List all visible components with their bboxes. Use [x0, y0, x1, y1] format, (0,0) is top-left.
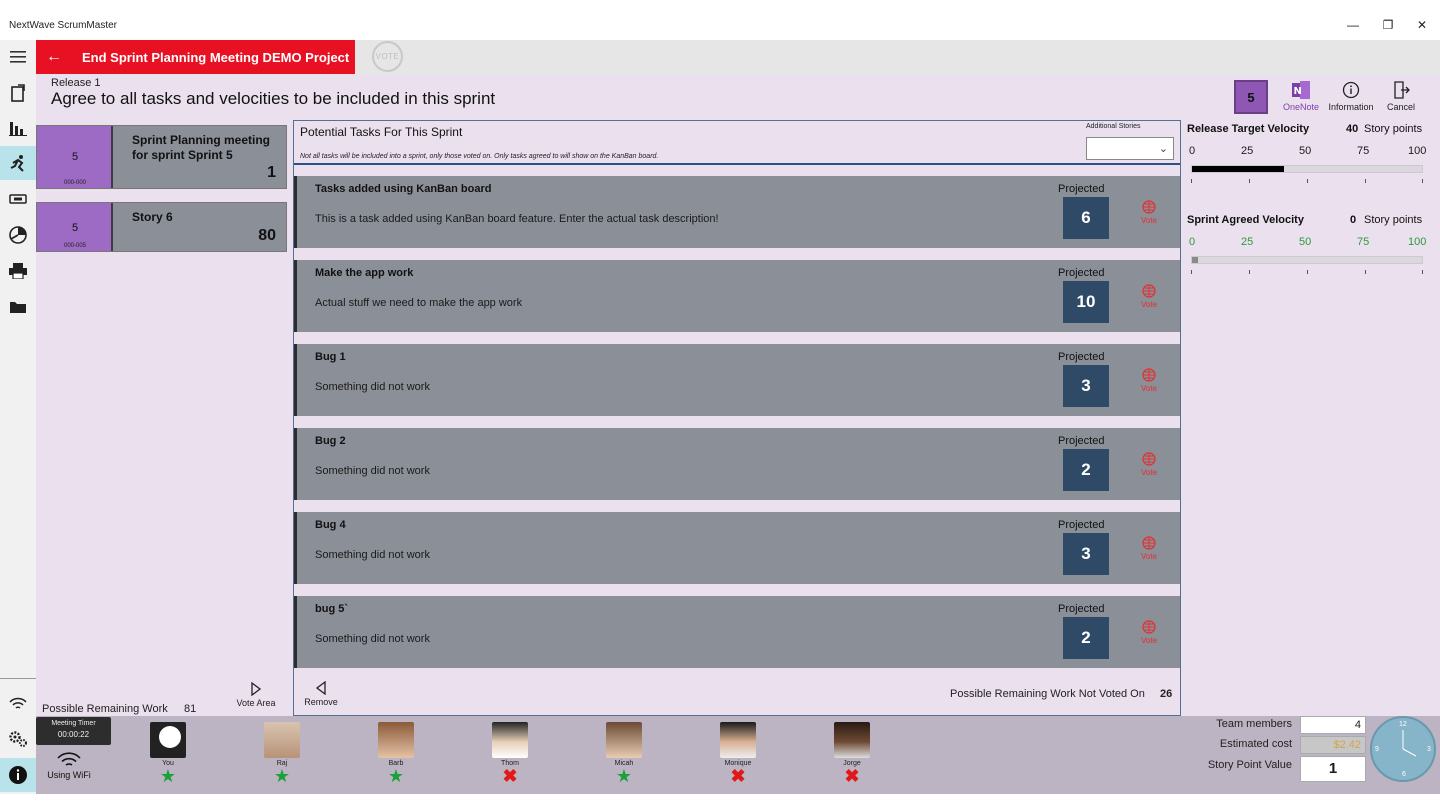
task-row[interactable]: [294, 260, 1180, 332]
remaining-work-value: 81: [184, 703, 197, 715]
projected-points[interactable]: 2: [1063, 449, 1109, 491]
story-point-value-label: Story Point Value: [1207, 759, 1292, 771]
page-title: Agree to all tasks and velocities to be included in this sprint: [51, 89, 496, 108]
command-bar: [36, 40, 1440, 75]
projected-label: Projected: [1058, 519, 1105, 531]
member-name: Jorge: [843, 760, 861, 767]
release-velocity-unit: Story points: [1364, 123, 1423, 135]
task-title: bug 5`: [315, 603, 348, 615]
team-members-label: Team members: [1216, 718, 1292, 730]
maximize-button[interactable]: ❐: [1382, 18, 1394, 32]
tick-label: 25: [1241, 145, 1254, 157]
task-description: Something did not work: [315, 549, 430, 561]
additional-stories-dropdown[interactable]: [1086, 137, 1174, 160]
vote-label: Vote: [1140, 636, 1157, 645]
release-velocity-fill: [1192, 166, 1284, 172]
avatar: [264, 722, 300, 758]
member-name: Micah: [614, 760, 634, 767]
vote-button[interactable]: [1138, 452, 1160, 477]
tasks-panel: [293, 120, 1181, 716]
remaining-work-label: Possible Remaining Work: [42, 703, 168, 715]
app-title: NextWave ScrumMaster: [9, 20, 117, 31]
vote-button[interactable]: [1138, 368, 1160, 393]
team-member[interactable]: [148, 722, 188, 785]
vote-globe-icon: [1142, 620, 1156, 634]
story-code: 000-005: [63, 243, 87, 249]
projected-points[interactable]: 3: [1063, 533, 1109, 575]
vote-label: Vote: [1140, 552, 1157, 561]
projected-label: Projected: [1058, 267, 1105, 279]
vote-cross-icon: ✖: [730, 766, 746, 786]
avatar: [150, 722, 186, 758]
team-member[interactable]: [832, 722, 872, 785]
menu-icon[interactable]: [0, 40, 36, 74]
projected-points[interactable]: 2: [1063, 617, 1109, 659]
pie-icon[interactable]: [0, 218, 36, 252]
story-side: [37, 126, 113, 188]
avatar: [606, 722, 642, 758]
member-name: Barb: [388, 760, 404, 767]
sprint-tickmarks: [1191, 270, 1423, 274]
sprint-velocity-unit: Story points: [1364, 214, 1423, 226]
story-points: 1: [267, 164, 276, 181]
story-point-value-input[interactable]: 1: [1300, 756, 1366, 782]
story-card[interactable]: [36, 125, 287, 189]
story-sprint-number: 5: [71, 222, 79, 234]
cancel-button[interactable]: [1376, 80, 1426, 112]
clock-number: 9: [1375, 746, 1379, 753]
settings-icon[interactable]: [0, 722, 36, 756]
story-title: Story 6: [132, 210, 173, 224]
vote-globe-icon: [1142, 200, 1156, 214]
count-badge[interactable]: 5: [1234, 80, 1268, 114]
vote-globe-icon: [1142, 284, 1156, 298]
estimated-cost-value: $2.42: [1300, 736, 1366, 754]
team-member[interactable]: [262, 722, 302, 785]
vote-button[interactable]: [1138, 536, 1160, 561]
projected-label: Projected: [1058, 351, 1105, 363]
not-voted-value: 26: [1160, 688, 1173, 700]
sprint-velocity-slider[interactable]: [1191, 256, 1423, 264]
member-name: Monique: [724, 760, 752, 767]
ticket-icon[interactable]: [0, 182, 36, 216]
team-bar: [36, 716, 1440, 794]
information-button[interactable]: [1326, 80, 1376, 112]
timer-value: 00:00:22: [57, 730, 90, 739]
wifi-icon: [57, 752, 81, 768]
tick-label: 50: [1299, 236, 1312, 248]
task-description: Something did not work: [315, 633, 430, 645]
vote-button[interactable]: [1138, 620, 1160, 645]
task-row[interactable]: [294, 176, 1180, 248]
projected-label: Projected: [1058, 435, 1105, 447]
story-points: 80: [258, 227, 276, 244]
onenote-icon: [1292, 80, 1310, 100]
play-left-icon: [315, 681, 327, 695]
title-bar: [0, 0, 1440, 40]
member-name: You: [162, 760, 174, 767]
vote-cross-icon: ✖: [502, 766, 518, 786]
remove-button[interactable]: [304, 681, 338, 707]
vote-area-button[interactable]: [234, 682, 278, 708]
story-sprint-number: 5: [71, 151, 79, 163]
tasks-header: [294, 121, 1180, 165]
sprint-velocity-thumb[interactable]: [1192, 257, 1198, 263]
tablet-icon[interactable]: [0, 76, 36, 110]
clock-number: 12: [1399, 721, 1407, 728]
wifi-icon[interactable]: [0, 687, 36, 721]
release-velocity-slider[interactable]: [1191, 165, 1423, 173]
nav-rail: [0, 40, 36, 794]
projected-label: Projected: [1058, 183, 1105, 195]
tasks-subtitle: Not all tasks will be included into a sprint, only those voted on. Only tasks agreed to will show on the KanBan board.: [300, 153, 659, 160]
tick-label: 50: [1299, 145, 1312, 157]
team-members-value: 4: [1300, 716, 1366, 734]
top-actions: [1234, 80, 1426, 114]
team-member[interactable]: [604, 722, 644, 785]
additional-stories-label: Additional Stories: [1086, 123, 1141, 130]
tick-label: 75: [1357, 145, 1370, 157]
wifi-status[interactable]: [44, 752, 94, 780]
close-button[interactable]: ✕: [1416, 18, 1428, 32]
team-member[interactable]: [490, 722, 530, 785]
clock-number: 6: [1402, 771, 1406, 778]
end-meeting-button[interactable]: [36, 40, 355, 74]
clock-number: 3: [1427, 746, 1431, 753]
play-right-icon: [250, 682, 262, 696]
tick-label: 75: [1357, 236, 1370, 248]
task-title: Make the app work: [315, 267, 414, 279]
vote-cross-icon: ✖: [844, 766, 860, 786]
sprint-velocity-value: 0: [1350, 214, 1357, 226]
tick-label: 25: [1241, 236, 1254, 248]
vote-globe-icon: [1142, 536, 1156, 550]
clock-icon: [1370, 716, 1436, 782]
avatar: [720, 722, 756, 758]
projected-label: Projected: [1058, 603, 1105, 615]
task-row[interactable]: [294, 596, 1180, 668]
story-code: 000-000: [63, 180, 87, 186]
main-panel: [36, 75, 1440, 716]
vote-label: Vote: [1140, 384, 1157, 393]
run-icon[interactable]: [0, 146, 36, 180]
clock-hands: [1372, 718, 1434, 780]
task-description: Something did not work: [315, 465, 430, 477]
task-title: Tasks added using KanBan board: [315, 183, 492, 195]
task-title: Bug 2: [315, 435, 346, 447]
release-velocity-title: Release Target Velocity: [1187, 123, 1310, 135]
projected-points[interactable]: 6: [1063, 197, 1109, 239]
task-title: Bug 1: [315, 351, 346, 363]
vote-globe-icon: [1142, 452, 1156, 466]
chevron-down-icon: ⌄: [1158, 143, 1168, 155]
member-name: Raj: [276, 760, 288, 767]
vote-button[interactable]: [1138, 200, 1160, 225]
projected-points[interactable]: 3: [1063, 365, 1109, 407]
wifi-label: Using WiFi: [47, 770, 91, 780]
exit-icon: [1392, 80, 1410, 100]
rail-divider: [0, 678, 36, 679]
task-description: This is a task added using KanBan board feature. Enter the actual task description!: [315, 213, 719, 225]
vote-stamp-icon: VOTE: [372, 41, 403, 72]
minimize-button[interactable]: —: [1347, 18, 1359, 32]
meeting-timer: [36, 717, 111, 745]
story-card[interactable]: [36, 202, 287, 252]
projected-points[interactable]: 10: [1063, 281, 1109, 323]
release-tickmarks: [1191, 179, 1423, 183]
info-icon[interactable]: [0, 758, 36, 792]
task-description: Something did not work: [315, 381, 430, 393]
team-member[interactable]: [718, 722, 758, 785]
release-label: Release 1: [51, 77, 101, 89]
tasks-title: Potential Tasks For This Sprint: [300, 125, 463, 139]
onenote-button[interactable]: [1276, 80, 1326, 112]
chart-icon[interactable]: [0, 111, 36, 145]
vote-star-icon: ★: [387, 766, 405, 786]
task-title: Bug 4: [315, 519, 346, 531]
print-icon[interactable]: [0, 254, 36, 288]
avatar: [492, 722, 528, 758]
avatar: [378, 722, 414, 758]
information-label: Information: [1328, 102, 1374, 112]
remove-label: Remove: [304, 697, 338, 707]
onenote-label: OneNote: [1282, 102, 1320, 112]
avatar: [834, 722, 870, 758]
tick-label: 0: [1189, 236, 1196, 248]
story-title: Sprint Planning meeting for sprint Sprint 5: [132, 133, 271, 162]
member-name: Thom: [501, 760, 519, 767]
folder-icon[interactable]: [0, 290, 36, 324]
vote-label: Vote: [1140, 468, 1157, 477]
end-meeting-label: End Sprint Planning Meeting DEMO Project: [82, 49, 350, 65]
sprint-velocity-title: Sprint Agreed Velocity: [1187, 214, 1304, 226]
vote-globe-icon: [1142, 368, 1156, 382]
vote-button[interactable]: [1138, 284, 1160, 309]
tick-label: 0: [1189, 145, 1196, 157]
task-row[interactable]: [294, 344, 1180, 416]
information-icon: [1342, 80, 1360, 100]
release-velocity-ticks: [1189, 145, 1427, 159]
not-voted-label: Possible Remaining Work Not Voted On: [950, 688, 1145, 700]
svg-text:N: N: [1293, 86, 1302, 97]
back-arrow-icon: ←: [46, 48, 62, 65]
vote-star-icon: ★: [615, 766, 633, 786]
story-side: [37, 203, 113, 251]
sprint-velocity-ticks: [1189, 236, 1427, 250]
tick-label: 100: [1408, 236, 1427, 248]
task-description: Actual stuff we need to make the app work: [315, 297, 523, 309]
vote-star-icon: ★: [273, 766, 291, 786]
estimated-cost-label: Estimated cost: [1219, 738, 1292, 750]
timer-label: Meeting Timer: [51, 720, 96, 727]
vote-label: Vote: [1140, 300, 1157, 309]
tick-label: 100: [1408, 145, 1427, 157]
cancel-label: Cancel: [1386, 102, 1415, 112]
team-member[interactable]: [376, 722, 416, 785]
release-velocity-value: 40: [1346, 123, 1359, 135]
task-row[interactable]: [294, 512, 1180, 584]
vote-label: Vote: [1140, 216, 1157, 225]
vote-area-label: Vote Area: [236, 698, 276, 708]
task-row[interactable]: [294, 428, 1180, 500]
vote-star-icon: ★: [159, 766, 177, 786]
